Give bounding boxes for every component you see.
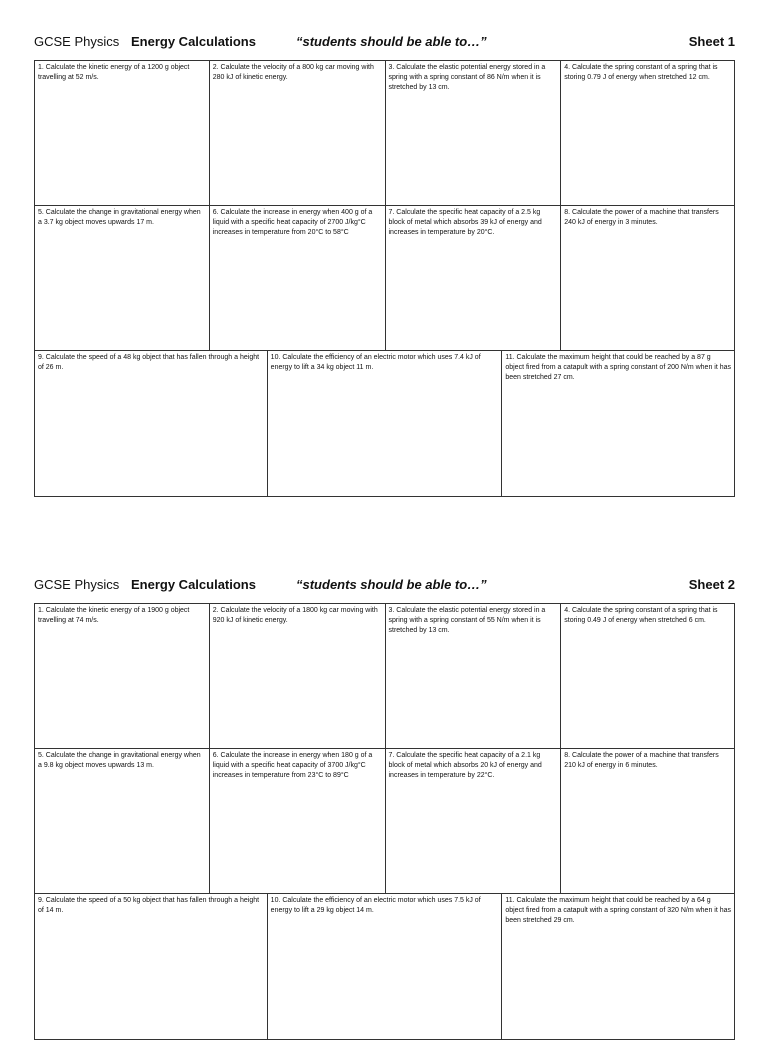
question-cell-7: 7. Calculate the specific heat capacity of a 2.5 kg block of metal which absorbs 39 kJ of energy and increases in temperature by 20°C. — [386, 206, 562, 351]
question-grid — [34, 60, 735, 497]
question-cell-6: 6. Calculate the increase in energy when 180 g of a liquid with a specific heat capacity of 3700 J/kg°C increases in temperature from 23°C to 89°C — [210, 749, 386, 894]
question-grid — [34, 603, 735, 1040]
question-cell-4: 4. Calculate the spring constant of a spring that is storing 0.79 J of energy when stretched 12 cm. — [561, 61, 735, 206]
sheet-header — [34, 30, 735, 60]
question-row — [35, 604, 735, 749]
question-cell-2: 2. Calculate the velocity of a 800 kg car moving with 280 kJ of kinetic energy. — [210, 61, 386, 206]
question-row — [35, 206, 735, 351]
sheet-header — [34, 573, 735, 603]
tagline-quote: “students should be able to…” — [296, 577, 487, 592]
subject-label: GCSE Physics — [34, 577, 120, 592]
question-cell-8: 8. Calculate the power of a machine that transfers 240 kJ of energy in 3 minutes. — [561, 206, 735, 351]
question-cell-6: 6. Calculate the increase in energy when 400 g of a liquid with a specific heat capacity of 2700 J/kg°C increases in temperature from 20°C to 58°C — [210, 206, 386, 351]
topic-title: Energy Calculations — [131, 34, 256, 49]
question-cell-10: 10. Calculate the efficiency of an electric motor which uses 7.4 kJ of energy to lift a 34 kg object 11 m. — [268, 351, 503, 497]
question-cell-9: 9. Calculate the speed of a 48 kg object that has fallen through a height of 26 m. — [35, 351, 268, 497]
worksheet-sheet-1 — [34, 30, 735, 497]
question-cell-5: 5. Calculate the change in gravitational energy when a 3.7 kg object moves upwards 17 m. — [35, 206, 210, 351]
question-cell-1: 1. Calculate the kinetic energy of a 1900 g object travelling at 74 m/s. — [35, 604, 210, 749]
question-cell-4: 4. Calculate the spring constant of a spring that is storing 0.49 J of energy when stretched 6 cm. — [561, 604, 735, 749]
question-cell-11: 11. Calculate the maximum height that could be reached by a 87 g object fired from a catapult with a spring constant of 200 N/m when it has been stretched 27 cm. — [502, 351, 735, 497]
question-cell-11: 11. Calculate the maximum height that could be reached by a 64 g object fired from a catapult with a spring constant of 320 N/m when it has been stretched 29 cm. — [502, 894, 735, 1040]
question-cell-3: 3. Calculate the elastic potential energy stored in a spring with a spring constant of 86 N/m when it is stretched by 13 cm. — [386, 61, 562, 206]
question-cell-1: 1. Calculate the kinetic energy of a 1200 g object travelling at 52 m/s. — [35, 61, 210, 206]
question-cell-10: 10. Calculate the efficiency of an electric motor which uses 7.5 kJ of energy to lift a 29 kg object 14 m. — [268, 894, 503, 1040]
question-row — [35, 749, 735, 894]
topic-title: Energy Calculations — [131, 577, 256, 592]
question-cell-5: 5. Calculate the change in gravitational energy when a 9.8 kg object moves upwards 13 m. — [35, 749, 210, 894]
worksheet-sheet-2 — [34, 573, 735, 1040]
question-row — [35, 61, 735, 206]
question-cell-3: 3. Calculate the elastic potential energy stored in a spring with a spring constant of 55 N/m when it is stretched by 13 cm. — [386, 604, 562, 749]
question-cell-9: 9. Calculate the speed of a 50 kg object that has fallen through a height of 14 m. — [35, 894, 268, 1040]
tagline-quote: “students should be able to…” — [296, 34, 487, 49]
subject-label: GCSE Physics — [34, 34, 120, 49]
question-row — [35, 894, 735, 1040]
sheet-number: Sheet 1 — [688, 34, 735, 49]
question-cell-8: 8. Calculate the power of a machine that transfers 210 kJ of energy in 6 minutes. — [561, 749, 735, 894]
question-cell-2: 2. Calculate the velocity of a 1800 kg car moving with 920 kJ of kinetic energy. — [210, 604, 386, 749]
question-cell-7: 7. Calculate the specific heat capacity of a 2.1 kg block of metal which absorbs 20 kJ of energy and increases in temperature by 22°C. — [386, 749, 562, 894]
question-row — [35, 351, 735, 497]
sheet-number: Sheet 2 — [688, 577, 735, 592]
